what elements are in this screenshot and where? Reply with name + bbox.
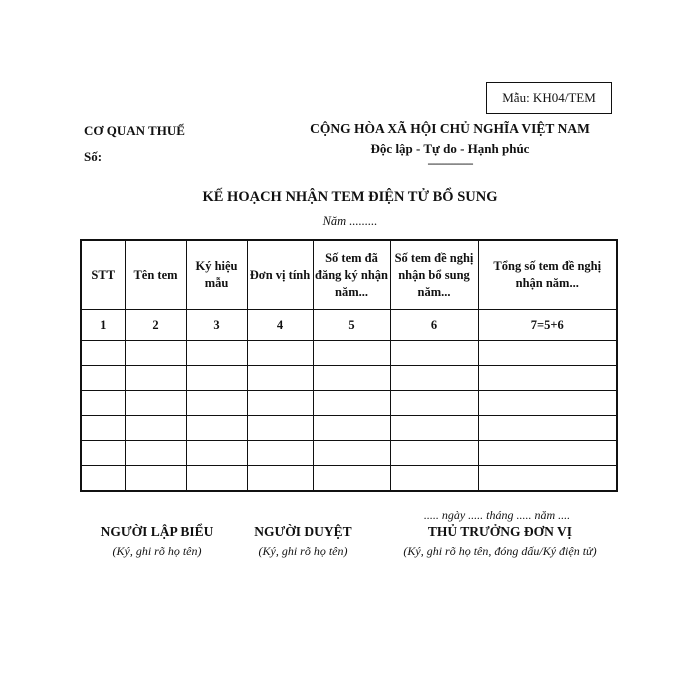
table-cell — [313, 366, 390, 391]
table-cell — [390, 341, 478, 366]
table-cell — [81, 466, 125, 492]
head-of-unit-title: THỦ TRƯỞNG ĐƠN VỊ — [427, 524, 573, 539]
column-number: 6 — [390, 310, 478, 341]
header-registered-count: Số tem đã đăng ký nhận năm... — [313, 240, 390, 310]
table-header-row — [81, 240, 617, 310]
table-cell — [478, 416, 617, 441]
column-number-row — [81, 310, 617, 341]
table-cell — [313, 391, 390, 416]
head-of-unit-note: (Ký, ghi rõ họ tên, đóng dấu/Ký điện tử) — [403, 544, 597, 558]
header-additional-count: Số tem đề nghị nhận bổ sung năm... — [390, 240, 478, 310]
table-row — [81, 416, 617, 441]
table-row — [81, 441, 617, 466]
agency-label: CƠ QUAN THUẾ — [84, 123, 185, 138]
header-unit: Đơn vị tính — [247, 240, 313, 310]
table-cell — [247, 366, 313, 391]
table-cell — [247, 416, 313, 441]
header-stamp-name: Tên tem — [125, 240, 186, 310]
table-cell — [390, 466, 478, 492]
table-cell — [313, 341, 390, 366]
table-cell — [478, 341, 617, 366]
table-cell — [125, 441, 186, 466]
table-cell — [81, 341, 125, 366]
table-cell — [81, 441, 125, 466]
table-row — [81, 341, 617, 366]
table-cell — [390, 416, 478, 441]
approver-note: (Ký, ghi rõ họ tên) — [258, 544, 348, 558]
table-cell — [478, 466, 617, 492]
table-cell — [81, 416, 125, 441]
table-cell — [247, 466, 313, 492]
table-row — [81, 391, 617, 416]
preparer-note: (Ký, ghi rõ họ tên) — [112, 544, 202, 558]
table-cell — [186, 366, 247, 391]
table-cell — [390, 441, 478, 466]
table-cell — [186, 441, 247, 466]
table-row — [81, 466, 617, 492]
year-line: Năm ......... — [322, 214, 378, 228]
table-cell — [125, 391, 186, 416]
nation-heading: CỘNG HÒA XÃ HỘI CHỦ NGHĨA VIỆT NAM — [310, 121, 590, 136]
form-code-box — [486, 82, 612, 114]
table-cell — [125, 466, 186, 492]
table-cell — [247, 441, 313, 466]
table-cell — [125, 341, 186, 366]
signing-date-line: ..... ngày ..... tháng ..... năm .... — [423, 508, 571, 522]
preparer-title: NGƯỜI LẬP BIỂU — [100, 524, 214, 539]
table-cell — [478, 366, 617, 391]
table-row — [81, 366, 617, 391]
table-cell — [186, 341, 247, 366]
table-cell — [247, 391, 313, 416]
document-title: KẾ HOẠCH NHẬN TEM ĐIỆN TỬ BỔ SUNG — [202, 189, 498, 205]
header-form-symbol: Ký hiệu mẫu — [186, 240, 247, 310]
table-cell — [390, 391, 478, 416]
table-cell — [313, 441, 390, 466]
column-number: 1 — [81, 310, 125, 341]
table-cell — [125, 366, 186, 391]
table-cell — [478, 441, 617, 466]
column-number: 2 — [125, 310, 186, 341]
table-cell — [186, 416, 247, 441]
column-number: 4 — [247, 310, 313, 341]
form-code: Mẫu: KH04/TEM — [502, 90, 596, 105]
header-total-count: Tổng số tem đề nghị nhận năm... — [478, 240, 617, 310]
table-cell — [390, 366, 478, 391]
table-cell — [478, 391, 617, 416]
column-number: 5 — [313, 310, 390, 341]
header-stt: STT — [81, 240, 125, 310]
table-cell — [313, 416, 390, 441]
table-cell — [81, 391, 125, 416]
table-cell — [186, 391, 247, 416]
table-cell — [247, 341, 313, 366]
document-number-label: Số: — [84, 149, 103, 164]
table-cell — [125, 416, 186, 441]
national-motto: Độc lập - Tự do - Hạnh phúc — [370, 141, 530, 156]
motto-underline: --------------- — [427, 156, 473, 170]
approver-title: NGƯỜI DUYỆT — [254, 524, 352, 539]
table-cell — [81, 366, 125, 391]
table-cell — [313, 466, 390, 492]
stamp-plan-table — [80, 239, 618, 492]
column-number: 3 — [186, 310, 247, 341]
table-cell — [186, 466, 247, 492]
column-number: 7=5+6 — [478, 310, 617, 341]
